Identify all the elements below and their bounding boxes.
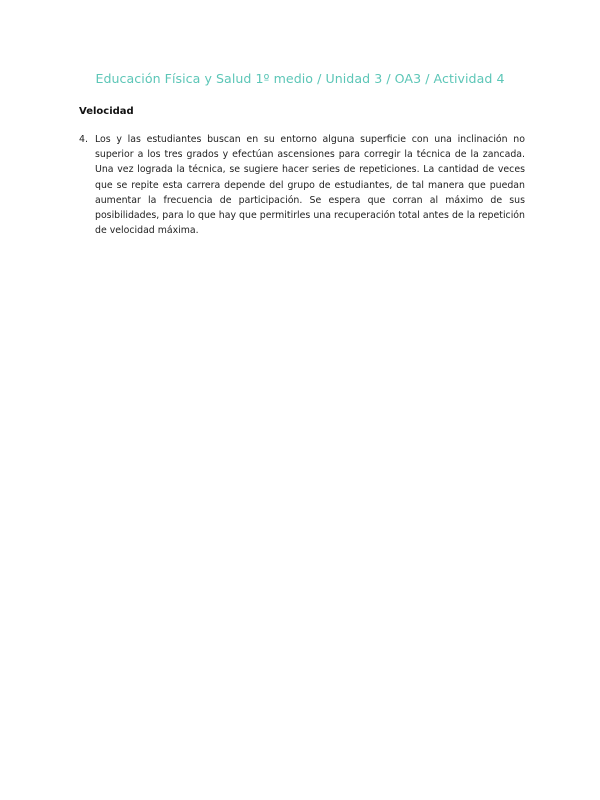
document-header-title: Educación Física y Salud 1º medio / Unidad 3 / OA3 / Actividad 4 [95,71,505,86]
section-title: Velocidad [79,106,134,117]
item-paragraph: Los y las estudiantes buscan en su entorno alguna superficie con una inclinación no superior a los tres grados y efectúan ascensiones para corregir la técnica de la zancada. Una vez lograda la técnica, se sugiere hacer series de repeticiones. La cantidad de veces que se repite esta carrera depende del grupo de estudiantes, de tal manera que puedan aumentar la frecuencia de participación. Se espera que corran al máximo de sus posibilidades, para lo que hay que permitirles una recuperación total antes de la repetición de velocidad máxima. [95,134,525,237]
numbered-item [79,132,525,238]
item-number: 4. [79,134,88,145]
